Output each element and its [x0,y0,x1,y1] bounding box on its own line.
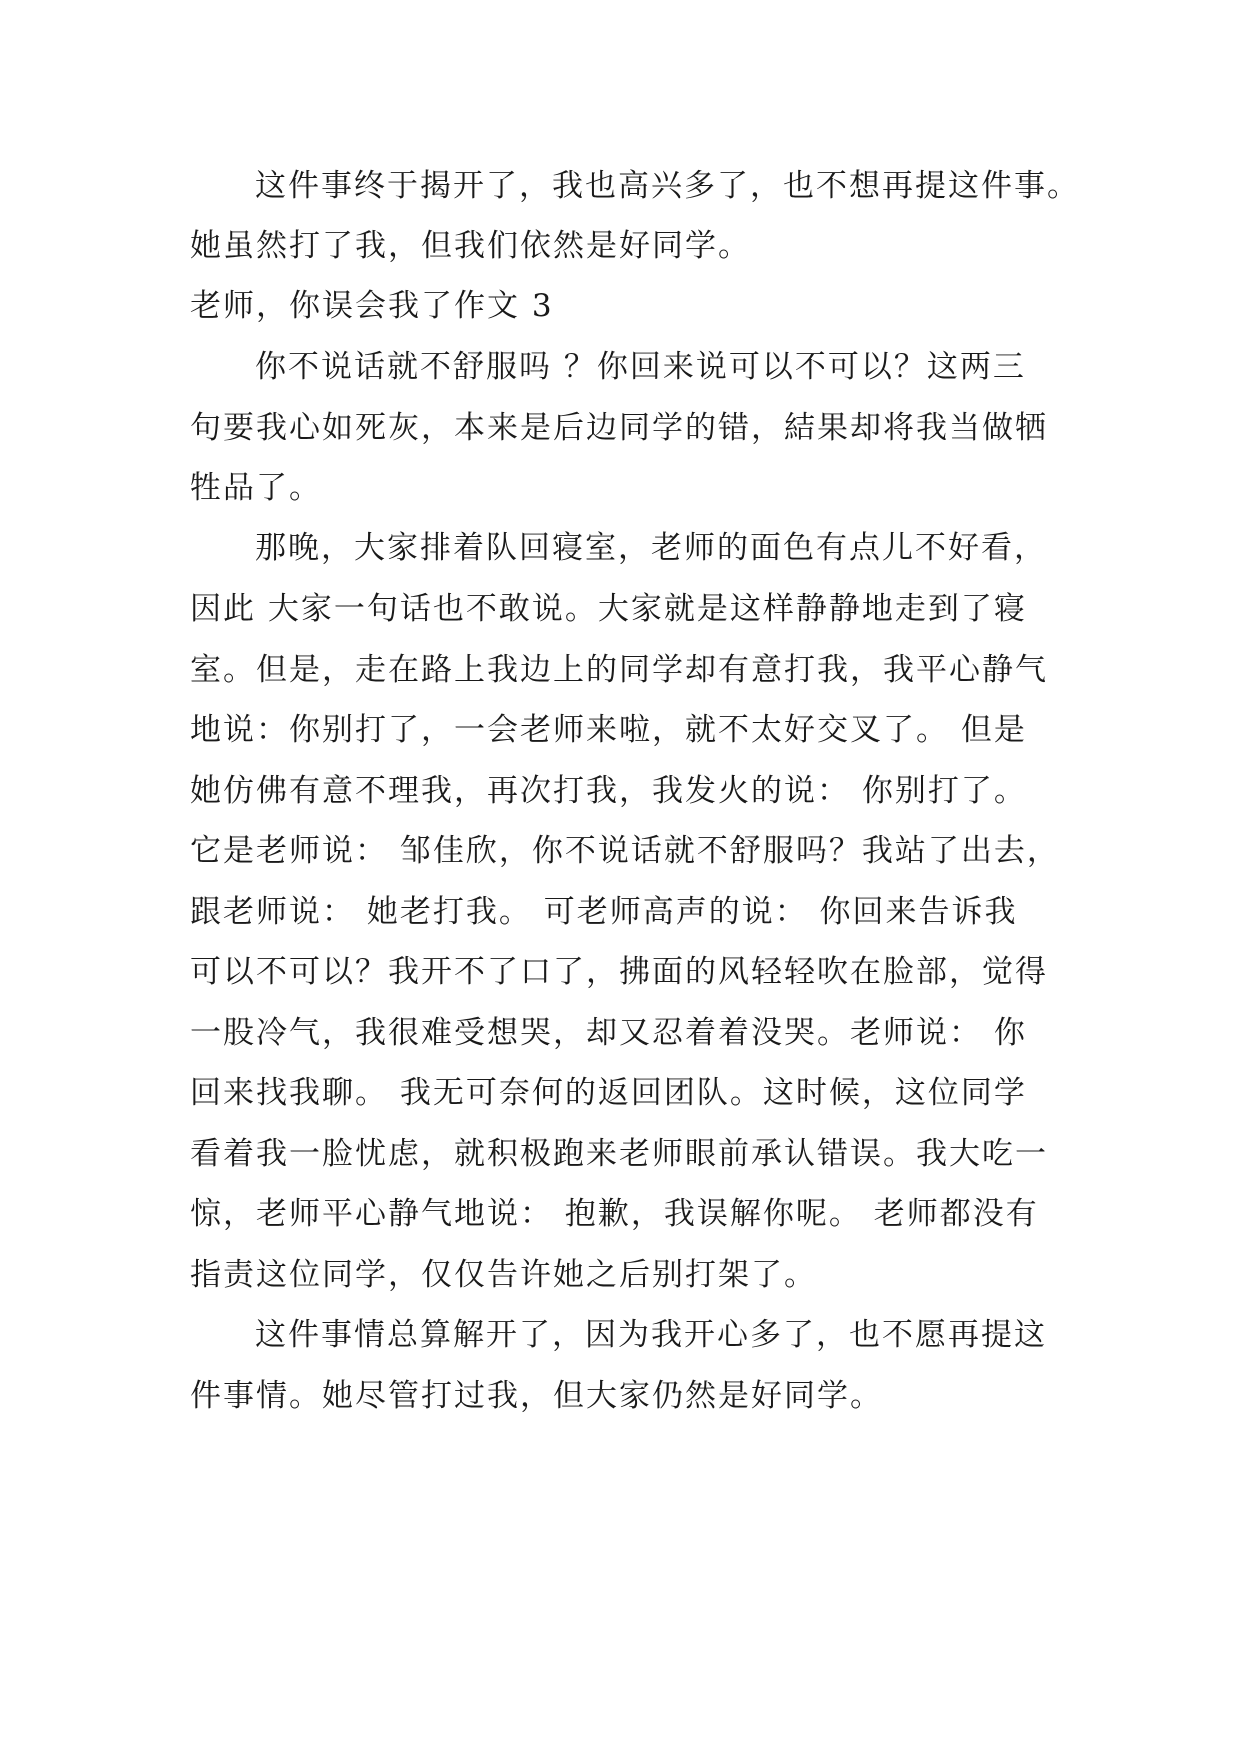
paragraph-line: 一股冷气，我很难受想哭，却又忍着着没哭。老师说： 你 [190,1015,1027,1051]
section-heading: 老师，你误会我了作文 3 [190,288,554,324]
paragraph-line: 这件事终于揭开了，我也高兴多了，也不想再提这件事。 [255,168,1080,204]
paragraph-line: 牲品了。 [190,470,322,506]
paragraph-line: 你不说话就不舒服吗 ？你回来说可以不可以？这两三 [255,349,1026,385]
paragraph-line: 看着我一脸忧虑，就积极跑来老师眼前承认错误。我大吃一 [190,1136,1048,1172]
paragraph-line: 可以不可以？我开不了口了，拂面的风轻轻吹在脸部，觉得 [190,954,1048,990]
paragraph-line: 那晚，大家排着队回寝室，老师的面色有点儿不好看， [255,530,1047,566]
paragraph-line: 她仿佛有意不理我，再次打我，我发火的说： 你别打了。 [190,773,1027,809]
paragraph-line: 她虽然打了我，但我们依然是好同学。 [190,228,751,264]
paragraph-line: 因此 大家一句话也不敢说。大家就是这样静静地走到了寝 [190,591,1027,627]
paragraph-line: 惊，老师平心静气地说： 抱歉，我误解你呢。 老师都没有 [190,1196,1039,1232]
paragraph-line: 句要我心如死灰，本来是后边同学的错，結果却将我当做牺 [190,410,1048,446]
paragraph-line: 回来找我聊。 我无可奈何的返回团队。这时候，这位同学 [190,1075,1027,1111]
paragraph-line: 地说：你别打了，一会老师来啦，就不太好交叉了。 但是 [190,712,1027,748]
paragraph-line: 这件事情总算解开了，因为我开心多了，也不愿再提这 [255,1317,1047,1353]
paragraph-line: 指责这位同学，仅仅告许她之后别打架了。 [190,1257,817,1293]
paragraph-line: 它是老师说： 邹佳欣，你不说话就不舒服吗？我站了出去， [190,833,1060,869]
paragraph-line: 室。但是，走在路上我边上的同学却有意打我，我平心静气 [190,652,1048,688]
paragraph-line: 跟老师说： 她老打我。 可老师高声的说： 你回来告诉我 [190,894,1018,930]
paragraph-line: 件事情。她尽管打过我，但大家仍然是好同学。 [190,1378,883,1414]
